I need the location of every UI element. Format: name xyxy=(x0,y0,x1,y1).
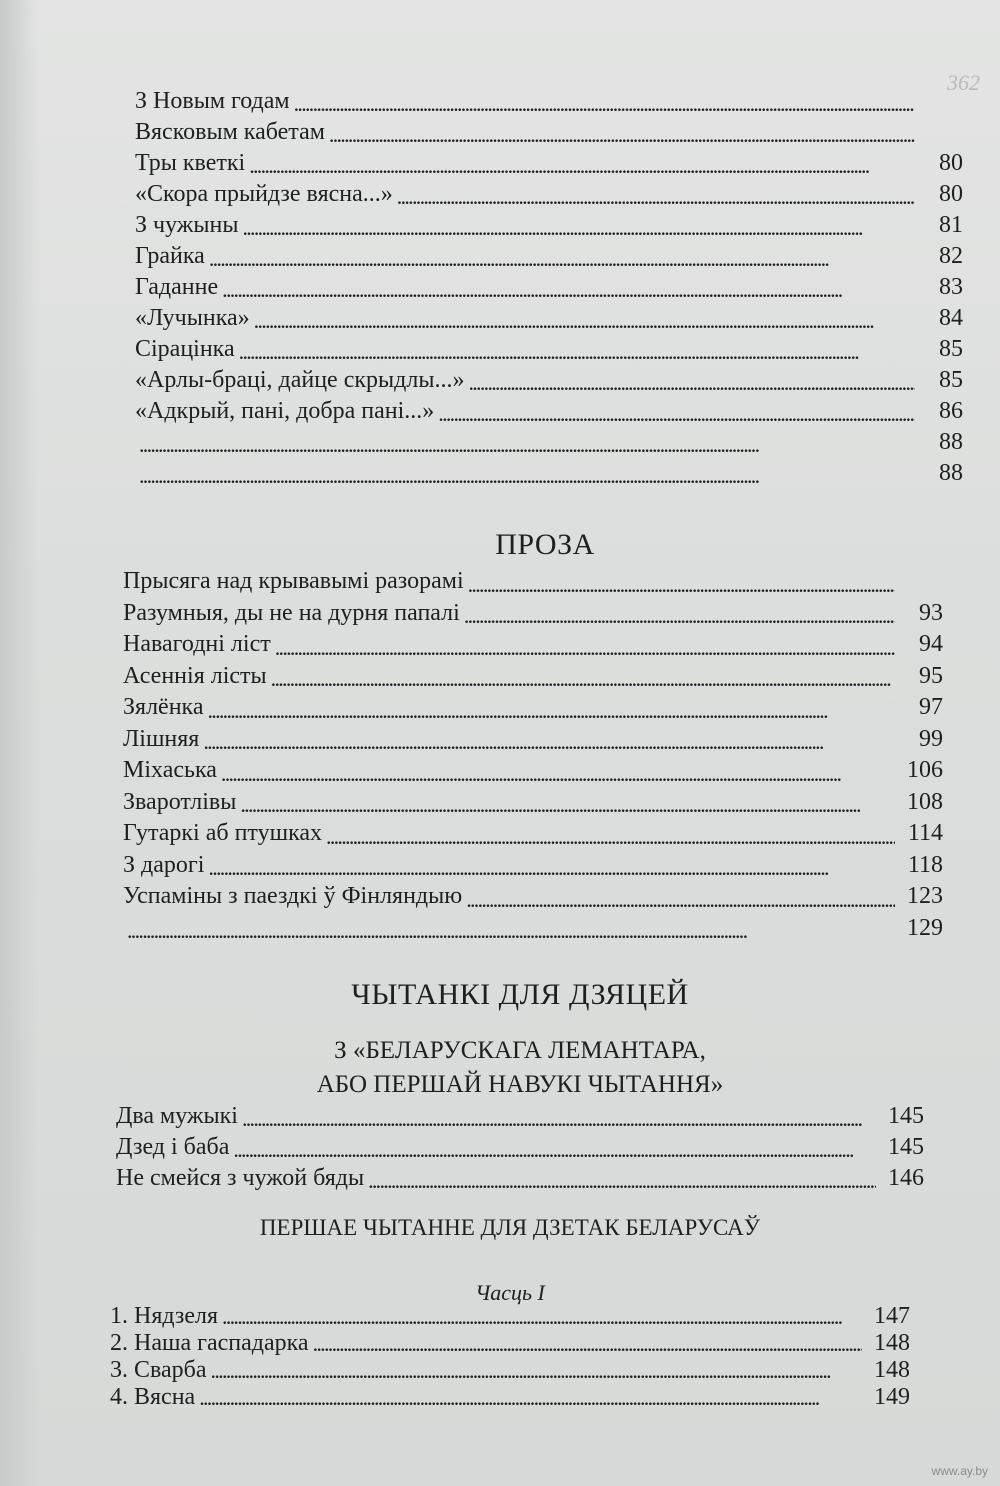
toc-entry-page: 114 xyxy=(907,820,943,846)
toc-entry xyxy=(123,566,943,598)
toc-entry-title: Не смейся з чужой бяды xyxy=(116,1165,365,1191)
toc-entry-title: З Новым годам xyxy=(135,88,290,114)
toc-entry-title: Гаданне xyxy=(135,274,219,300)
toc-leader-dots xyxy=(368,1163,876,1194)
toc-entry-page: 149 xyxy=(874,1384,910,1410)
toc-entry-page: 81 xyxy=(939,212,963,238)
toc-entry-page: 88 xyxy=(939,429,963,455)
toc-leader-dots xyxy=(294,86,915,117)
toc-entry xyxy=(110,1384,910,1411)
toc-entry-title: 1. Нядзеля xyxy=(110,1303,219,1329)
toc-entry-page: 95 xyxy=(919,662,943,689)
toc-entry xyxy=(135,272,963,303)
toc-entry xyxy=(123,692,943,724)
toc-leader-dots xyxy=(240,787,895,818)
toc-entry xyxy=(135,458,963,489)
toc-entry-page: 93 xyxy=(919,599,943,626)
toc-entry-title: Навагодні ліст xyxy=(123,631,271,657)
toc-entry-title: З дарогі xyxy=(123,851,205,878)
toc-leader-dots xyxy=(464,598,895,629)
toc-entry-title: 3. Сварба xyxy=(110,1357,207,1383)
toc-entry-page: 106 xyxy=(907,757,943,783)
toc-entry-page: 85 xyxy=(939,336,963,362)
toc-entry xyxy=(135,334,963,365)
toc-entry xyxy=(116,1101,924,1132)
toc-entry xyxy=(135,86,963,117)
toc-entry-title: Успаміны з паездкі ў Фінляндыю xyxy=(123,883,463,909)
toc-entry-page: 99 xyxy=(919,725,943,752)
proza-toc xyxy=(123,566,943,944)
toc-entry-page: 83 xyxy=(939,274,963,300)
toc-leader-dots xyxy=(127,913,895,944)
toc-leader-dots xyxy=(222,272,915,303)
toc-entry-title: Прысяга над крывавымі разорамі xyxy=(123,568,464,594)
toc-entry xyxy=(123,818,943,850)
toc-entry-page: 84 xyxy=(939,305,963,331)
toc-entry xyxy=(135,427,963,458)
toc-entry-page: 148 xyxy=(874,1330,910,1356)
toc-entry-page: 82 xyxy=(939,243,963,269)
toc-entry-page: 118 xyxy=(907,851,943,878)
toc-entry xyxy=(123,913,943,945)
toc-entry xyxy=(135,396,963,427)
toc-leader-dots xyxy=(203,724,895,755)
toc-leader-dots xyxy=(468,365,915,396)
toc-leader-dots xyxy=(139,458,915,489)
toc-entry xyxy=(135,179,963,210)
toc-entry xyxy=(123,661,943,693)
toc-entry-title: Лішняя xyxy=(123,725,200,752)
toc-entry-title: Зялёнка xyxy=(123,694,204,720)
toc-leader-dots xyxy=(326,819,895,850)
toc-entry xyxy=(135,148,963,179)
toc-entry xyxy=(135,241,963,272)
toc-entry-page: 88 xyxy=(939,460,963,486)
toc-entry xyxy=(123,724,943,756)
toc-leader-dots xyxy=(208,850,895,881)
toc-leader-dots xyxy=(242,1101,876,1132)
toc-entry-title: Сірацінка xyxy=(135,336,235,362)
toc-leader-dots xyxy=(468,567,895,598)
toc-entry xyxy=(116,1132,924,1163)
toc-entry-title: Зваротлівы xyxy=(123,788,237,815)
toc-entry-title: Грайка xyxy=(135,243,205,269)
toc-leader-dots xyxy=(242,210,915,241)
toc-entry-page: 80 xyxy=(939,150,963,176)
toc-entry xyxy=(123,881,943,913)
toc-entry xyxy=(123,787,943,819)
toc-entry-page: 145 xyxy=(888,1103,924,1129)
chytanki-heading: ЧЫТАНКІ ДЛЯ ДЗЯЦЕЙ xyxy=(351,978,689,1011)
toc-leader-dots xyxy=(397,179,915,210)
toc-entry-title: 2. Наша гаспадарка xyxy=(110,1330,309,1356)
toc-entry xyxy=(116,1163,924,1194)
toc-entry-title: Тры кветкі xyxy=(135,150,246,176)
toc-entry xyxy=(135,210,963,241)
toc-entry-title: «Арлы-браці, дайце скрыдлы...» xyxy=(135,367,465,393)
header-page-mark: 362 xyxy=(947,70,980,95)
toc-leader-dots xyxy=(207,693,895,724)
toc-entry-title: Асеннія лісты xyxy=(123,662,267,689)
pershae-part-title: Часць І xyxy=(475,1280,545,1305)
toc-entry-title: 4. Вясна xyxy=(110,1384,196,1410)
page-edge-shadow xyxy=(0,0,40,1486)
toc-leader-dots xyxy=(139,427,915,458)
toc-entry-title: Вясковым кабетам xyxy=(135,119,325,145)
toc-entry xyxy=(123,850,943,882)
toc-entry-title: «Скора прыйдзе вясна...» xyxy=(135,181,393,207)
chytanki-toc xyxy=(116,1101,924,1194)
poems-toc xyxy=(135,86,963,489)
chytanki-subheading-2: АБО ПЕРШАЙ НАВУКІ ЧЫТАННЯ» xyxy=(316,1071,724,1098)
toc-entry-page: 147 xyxy=(874,1303,910,1329)
pershae-heading: ПЕРШАЕ ЧЫТАННЕ ДЛЯ ДЗЕТАК БЕЛАРУСАЎ xyxy=(259,1215,761,1240)
toc-entry xyxy=(123,629,943,661)
toc-leader-dots xyxy=(275,630,895,661)
toc-entry-page: 97 xyxy=(919,694,943,720)
proza-heading: ПРОЗА xyxy=(495,528,595,561)
toc-entry-page: 85 xyxy=(939,367,963,393)
toc-entry xyxy=(135,117,963,148)
toc-entry-page: 129 xyxy=(907,914,943,941)
toc-entry xyxy=(135,365,963,396)
toc-entry-title: Два мужыкі xyxy=(116,1103,238,1129)
toc-entry-page: 146 xyxy=(888,1165,924,1191)
toc-leader-dots xyxy=(239,334,915,365)
toc-entry-title: Дзед і баба xyxy=(116,1134,230,1160)
toc-leader-dots xyxy=(209,241,915,272)
toc-entry-page: 123 xyxy=(907,883,943,909)
toc-leader-dots xyxy=(271,661,895,692)
watermark: www.ay.by xyxy=(931,1464,988,1478)
toc-leader-dots xyxy=(438,396,915,427)
toc-entry-page: 86 xyxy=(939,398,963,424)
toc-entry-title: «Лучынка» xyxy=(135,305,250,331)
toc-leader-dots xyxy=(199,1380,862,1411)
toc-entry-page: 108 xyxy=(907,788,943,815)
chytanki-subheading-1: З «БЕЛАРУСКАГА ЛЕМАНТАРА, xyxy=(334,1037,706,1064)
toc-leader-dots xyxy=(221,756,895,787)
toc-entry-title: Гутаркі аб птушках xyxy=(123,820,323,846)
toc-entry-title: Разумныя, ды не на дурня папалі xyxy=(123,599,460,626)
toc-leader-dots xyxy=(329,117,915,148)
toc-entry-title: «Адкрый, пані, добра пані...» xyxy=(135,398,435,424)
toc-entry-page: 145 xyxy=(888,1134,924,1160)
toc-entry-title: З чужыны xyxy=(135,212,239,238)
toc-leader-dots xyxy=(249,148,915,179)
toc-entry-page: 148 xyxy=(874,1357,910,1383)
pershae-toc xyxy=(110,1303,910,1411)
toc-entry xyxy=(123,755,943,787)
toc-leader-dots xyxy=(466,882,895,913)
toc-entry-page: 94 xyxy=(919,631,943,657)
toc-entry xyxy=(123,598,943,630)
toc-leader-dots xyxy=(233,1132,876,1163)
toc-entry-title: Міхаська xyxy=(123,757,217,783)
toc-leader-dots xyxy=(254,303,915,334)
toc-entry xyxy=(135,303,963,334)
toc-entry-page: 80 xyxy=(939,181,963,207)
